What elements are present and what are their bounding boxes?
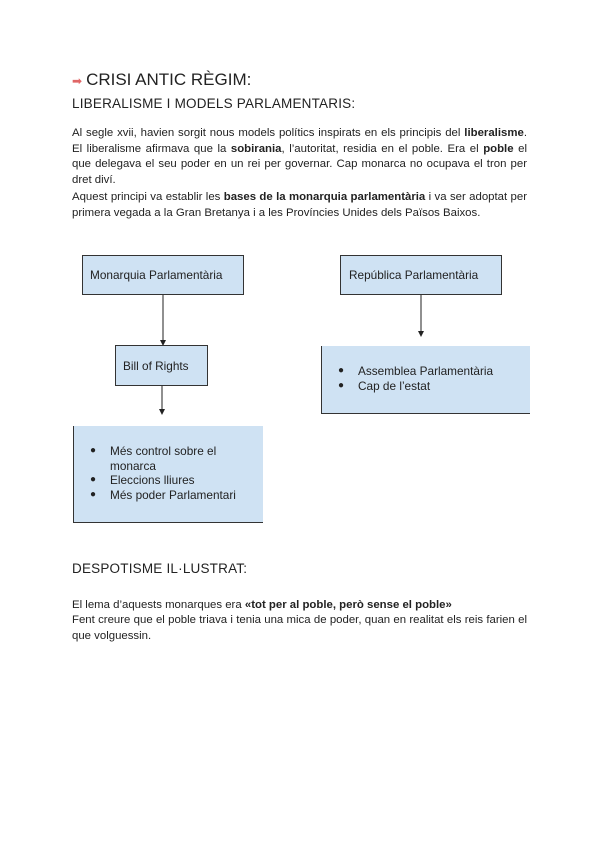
arrow-right-icon: ➡ — [72, 74, 83, 88]
bold-sobirania: sobirania — [230, 142, 282, 155]
box-monarquia-parlamentaria: Monarquia Parlamentària — [82, 255, 244, 295]
bold-liberalisme: liberalisme — [464, 127, 524, 139]
bullet-icon: ● — [338, 365, 345, 376]
text-run: Al segle xvii, havien sorgit nous models polítics inspirats en els principis del — [72, 127, 465, 139]
text-run: el que delegava el seu poder en un rei per governar. Cap monarca no ocupava el tron per dret diví. — [72, 142, 527, 186]
list-item-text: Assemblea Parlamentària — [358, 364, 494, 378]
paragraph-despotisme: Fent creure que el poble triava i tenia una mica de poder, quan en realitat els reis farien el que volguessin. — [72, 614, 527, 642]
list-item — [322, 379, 522, 394]
main-heading-text: CRISI ANTIC RÈGIM: — [86, 70, 252, 89]
text-run: . El liberalisme afirmava que la — [72, 127, 527, 155]
list-item-text: Més control sobre el monarca — [110, 444, 217, 473]
list-item — [74, 444, 255, 473]
monarquia-features-list — [74, 444, 255, 502]
bold-bases-monarquia: bases de la monarquia parlamentària — [223, 191, 426, 203]
section-heading-liberalisme: LIBERALISME I MODELS PARLAMENTARIS: — [72, 96, 356, 111]
box-bill-of-rights: Bill of Rights — [115, 345, 208, 386]
list-item-text: Cap de l’estat — [358, 378, 431, 393]
box-republica-parlamentaria: República Parlamentària — [340, 255, 502, 295]
text-run: El lema d’aquests monarques era — [72, 599, 245, 611]
text-run: Aquest principi va establir les — [72, 191, 224, 203]
bullet-icon: ● — [338, 379, 345, 391]
list-item — [74, 488, 255, 503]
list-item-text: Més poder Parlamentari — [110, 487, 236, 502]
paragraph-lema — [72, 598, 527, 614]
box-monarquia-features — [73, 426, 263, 523]
bullet-icon: ● — [90, 488, 97, 500]
bold-lema: «tot per al poble, però sense el poble» — [244, 599, 452, 611]
box-republica-features — [321, 346, 530, 414]
bullet-icon: ● — [90, 445, 97, 456]
list-item — [322, 364, 522, 379]
section-heading-despotisme: DESPOTISME IL·LUSTRAT: — [72, 561, 248, 576]
bullet-icon: ● — [90, 474, 97, 485]
republica-features-list — [322, 364, 522, 393]
list-item — [74, 473, 255, 488]
text-run: , l’autoritat, residia en el poble. Era el — [281, 142, 484, 155]
text-run: i va ser adoptat per primera vegada a la Gran Bretanya i a les Províncies Unides dels Països Baixos. — [72, 191, 527, 219]
list-item-text: Eleccions lliures — [110, 473, 195, 487]
bold-poble: poble — [483, 142, 514, 155]
